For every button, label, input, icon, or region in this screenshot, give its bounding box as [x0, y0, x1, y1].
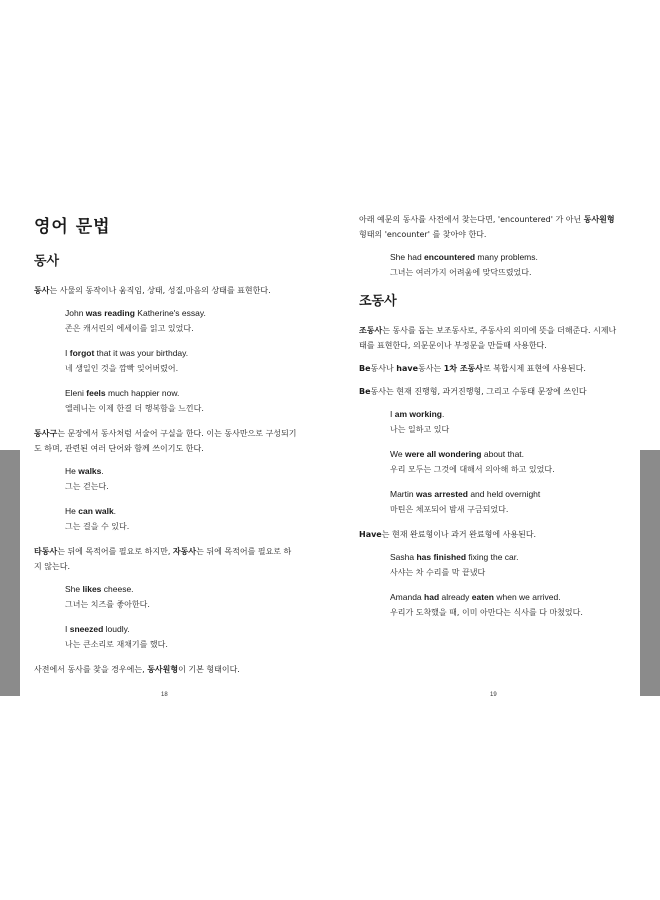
dictionary-note: 사전에서 동사를 찾을 경우에는, 동사원형이 기본 형태이다. — [34, 665, 240, 674]
example: I forgot that it was your birthday. 네 생일인 것을 깜빡 잊어버렸어. — [65, 348, 189, 373]
section-heading-verb: 동사 — [34, 254, 60, 269]
example: We were all wondering about that. 우리 모두는 그것에 대해서 의아해 하고 있었다. — [390, 449, 555, 474]
example: Eleni feels much happier now. 엘레니는 이제 한결 더 행복함을 느낀다. — [65, 388, 204, 413]
example: He can walk. 그는 걸을 수 있다. — [65, 506, 130, 531]
verb-phrase-definition: 동사구는 문장에서 동사처럼 서술어 구실을 한다. 이는 동사만으로 구성되기도 하며, 관련된 여러 단어와 함께 쓰이기도 한다. — [34, 429, 297, 453]
example: She likes cheese. 그녀는 치즈를 좋아한다. — [65, 584, 150, 609]
page-title: 영어 문법 — [34, 217, 111, 237]
auxiliary-definition: 조동사는 동사를 돕는 보조동사로, 주동사의 의미에 뜻을 더해준다. 시제나 태를 표현한다, 의문문이나 부정문을 만들때 사용한다. — [359, 326, 617, 350]
section-heading-auxiliary: 조동사 — [359, 294, 397, 309]
be-verb-note: Be동사는 현재 진행형, 과거진행형, 그리고 수동태 문장에 쓰인다 — [359, 387, 587, 396]
example: She had encountered many problems. 그녀는 여러가지 어려움에 맞닥뜨렸었다. — [390, 252, 538, 277]
right-page-edge-tab — [640, 450, 660, 696]
example: Amanda had already eaten when we arrived. 우리가 도착했을 때, 이미 아만다는 식사를 다 마쳤었다. — [390, 592, 583, 617]
example: I sneezed loudly. 나는 큰소리로 재채기를 했다. — [65, 624, 168, 649]
transitive-definition: 타동사는 뒤에 목적어를 필요로 하지만, 자동사는 뒤에 목적어를 필요로 하지 않는다. — [34, 547, 292, 571]
example: John was reading Katherine's essay. 존은 캐서린의 에세이를 읽고 있었다. — [65, 308, 206, 333]
dictionary-note-continued: 아래 예문의 동사를 사전에서 찾는다면, 'encountered' 가 아닌 동사원형 형태의 'encounter' 를 찾아야 한다. — [359, 215, 615, 239]
have-verb-note: Have는 현재 완료형이나 과거 완료형에 사용된다. — [359, 530, 537, 539]
example: Sasha has finished fixing the car. 사샤는 차 수리를 막 끝냈다 — [390, 552, 519, 577]
term-verb: 동사 — [34, 286, 50, 295]
primary-auxiliary-note: Be동사나 have동사는 1차 조동사로 복합시제 표현에 사용된다. — [359, 364, 586, 373]
example: I am working. 나는 일하고 있다 — [390, 409, 450, 434]
example: Martin was arrested and held overnight 마틴은 체포되어 밤새 구금되었다. — [390, 489, 541, 514]
right-page — [359, 212, 624, 630]
example: He walks. 그는 걷는다. — [65, 466, 109, 491]
page-number-right: 19 — [490, 692, 497, 698]
left-page — [34, 212, 299, 685]
left-page-edge-tab — [0, 450, 20, 696]
page-number-left: 18 — [161, 692, 168, 698]
verb-definition: 동사는 사물의 동작이나 움직임, 상태, 성질,마음의 상태를 표현한다. — [34, 286, 271, 295]
